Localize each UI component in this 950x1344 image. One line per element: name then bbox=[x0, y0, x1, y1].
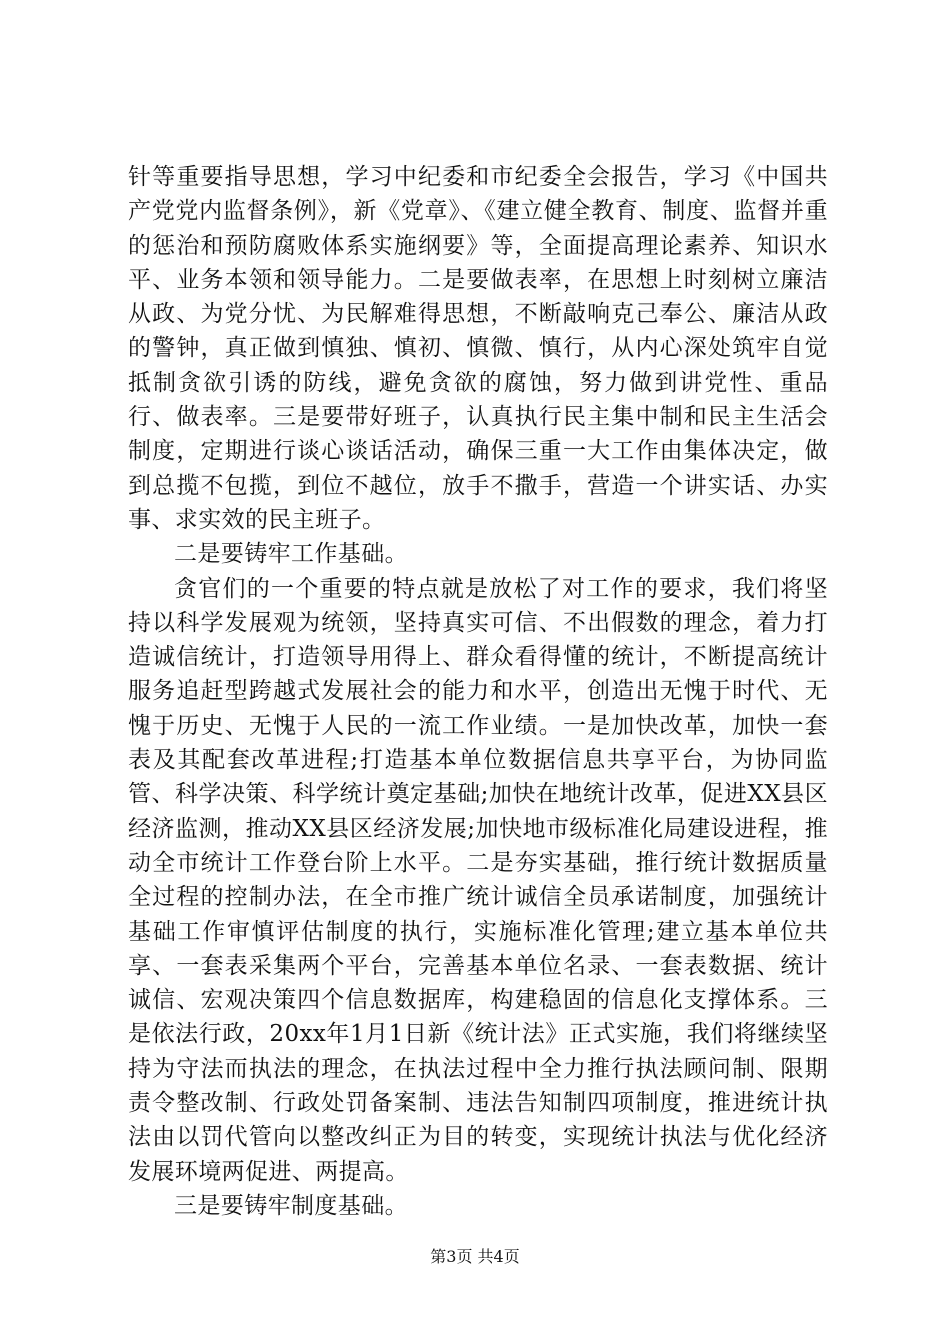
document-body bbox=[128, 160, 828, 1223]
paragraph-4-heading: 三是要铸牢制度基础。 bbox=[174, 1192, 408, 1219]
paragraph-1: 针等重要指导思想，学习中纪委和市纪委全会报告，学习《中国共产党党内监督条例》，新《党章》、《建立健全教育、制度、监督并重的惩治和预防腐败体系实施纲要》等，全面提高理论素养、知识水平、业务本领和领导能力。二是要做表率，在思想上时刻树立廉洁从政、为党分忧、为民解难得思想，不断敲响克己奉公、廉洁从政的警钟，真正做到慎独、慎初、慎微、慎行，从内心深处筑牢自觉抵制贪欲引诱的防线，避免贪欲的腐蚀，努力做到讲党性、重品行、做表率。三是要带好班子，认真执行民主集中制和民主生活会制度，定期进行谈心谈话活动，确保三重一大工作由集体决定，做到总揽不包揽，到位不越位，放手不撒手，营造一个讲实话、办实事、求实效的民主班子。 bbox=[128, 164, 828, 533]
paragraph-2-heading: 二是要铸牢工作基础。 bbox=[174, 541, 408, 568]
paragraph-3: 贪官们的一个重要的特点就是放松了对工作的要求，我们将坚持以科学发展观为统领，坚持真实可信、不出假数的理念，着力打造诚信统计，打造领导用得上、群众看得懂的统计，不断提高统计服务追赶型跨越式发展社会的能力和水平，创造出无愧于时代、无愧于历史、无愧于人民的一流工作业绩。一是加快改革，加快一套表及其配套改革进程;打造基本单位数据信息共享平台，为协同监管、科学决策、科学统计奠定基础;加快在地统计改革，促进XX县区经济监测，推动XX县区经济发展;加快地市级标准化局建设进程，推动全市统计工作登台阶上水平。二是夯实基础，推行统计数据质量全过程的控制办法，在全市推广统计诚信全员承诺制度，加强统计基础工作审慎评估制度的执行，实施标准化管理;建立基本单位共享、一套表采集两个平台，完善基本单位名录、一套表数据、统计诚信、宏观决策四个信息数据库，构建稳固的信息化支撑体系。三是依法行政，20xx年1月1日新《统计法》正式实施，我们将继续坚持为守法而执法的理念，在执法过程中全力推行执法顾问制、限期责令整改制、行政处罚备案制、违法告知制四项制度，推进统计执法由以罚代管向以整改纠正为目的转变，实现统计执法与优化经济发展环境两促进、两提高。 bbox=[128, 575, 828, 1185]
page-number-footer: 第3页 共4页 bbox=[430, 1247, 520, 1266]
